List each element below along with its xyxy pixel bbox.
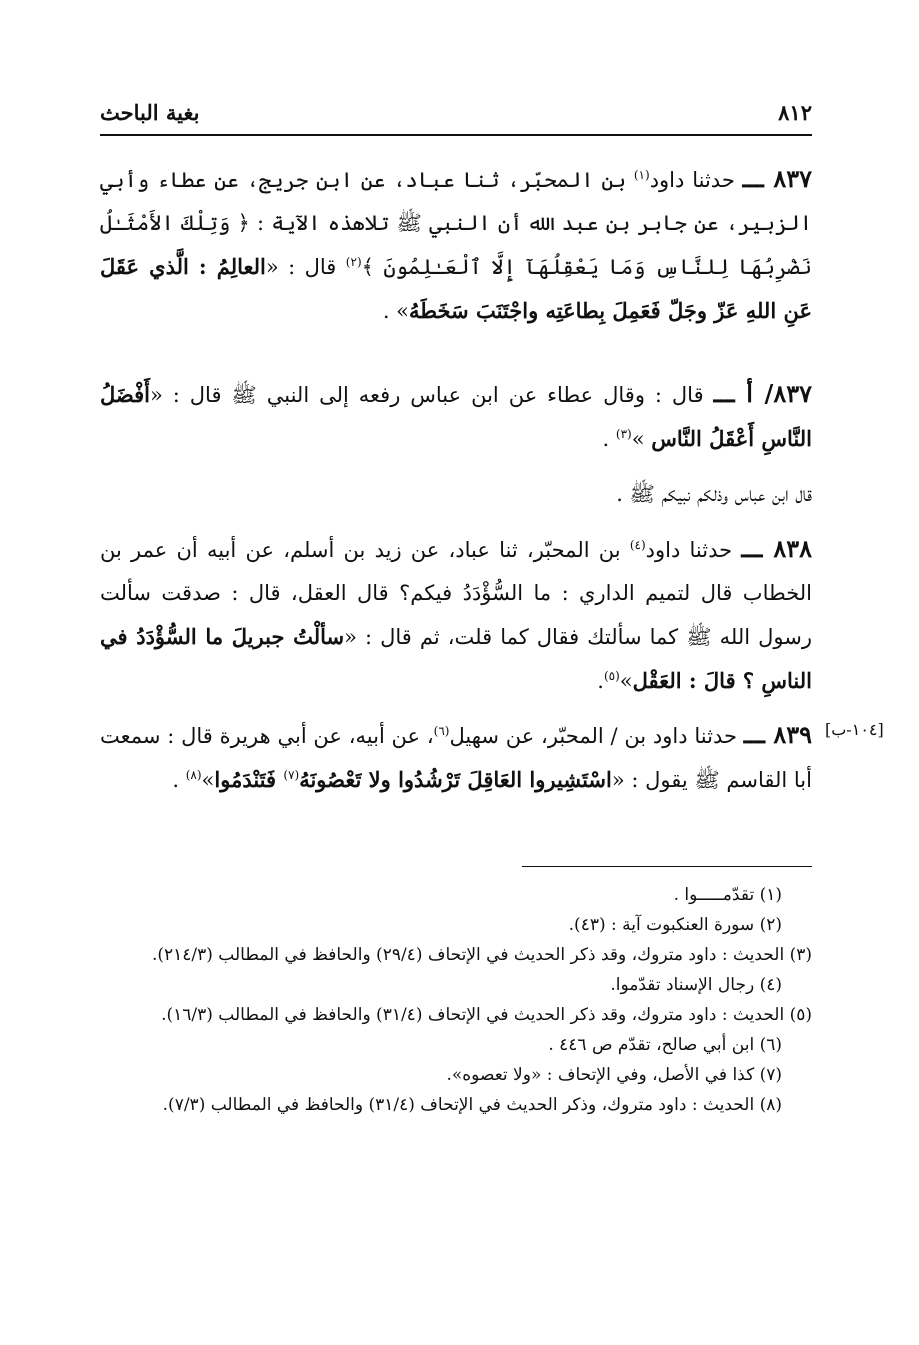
hadith-quote: أَفْضَلُ النَّاسِ أَعْقَلُ النَّاس — [100, 382, 812, 451]
hadith-text: » — [201, 768, 215, 792]
hadith-838 — [100, 527, 812, 703]
hadith-text: حدثنا داود — [649, 168, 735, 192]
hadith-text: بن المحبّر، ثنا عباد، عن زيد بن أسلم، عن أبيه أن عمر بن الخطاب قال لتميم الداري : ما السُّؤْدَدُ فيكم؟ قال العقل، قال : صدقت سألت رسول الله ﷺ كما سألتك فقال كما قلت، ثم قال : « — [100, 538, 812, 649]
footnote-divider — [522, 866, 812, 867]
hadith-number: ٨٣٩ ـــ — [743, 720, 812, 749]
page-header — [100, 95, 812, 129]
footnote-ref: (١) — [633, 168, 650, 182]
header-divider — [100, 134, 812, 136]
footnote-ref: (٦) — [433, 724, 450, 738]
hadith-quote: سألْتُ جبريلَ ما السُّؤْدَدُ في الناسِ ؟ قالَ : العَقْل — [100, 624, 812, 693]
book-title: بغية الباحث — [100, 99, 200, 125]
footnote-ref: (٥) — [603, 669, 620, 683]
footnote-ref: (٢) — [345, 255, 362, 269]
footnote-8: (٨) الحديث : داود متروك، وذكر الحديث في الإتحاف (٣١/٤) والحافظ في المطالب (٧/٣). — [162, 1095, 782, 1115]
footnote-ref: (٤) — [629, 538, 646, 552]
hadith-text: بن المحبّر، ثنا عباد، عن ابن جريج، عن عطاء وأبي الزبير، عن جابر بن عبد الله أن النبي ﷺ تلاهذه الآية : ﴿ وَتِلْكَ الأَمْثَـٰلُ نَضْرِبُهَا لِلنَّاسِ وَمَا يَعْقِلُهَآ إِلَّا ٱلْعَـٰلِمُونَ ﴾ — [100, 168, 812, 279]
hadith-text: » — [619, 669, 633, 693]
hadith-837 — [100, 157, 812, 333]
footnote-6: (٦) ابن أبي صالح، تقدّم ص ٤٤٦ . — [548, 1035, 782, 1055]
footnote-1: (١) تقدّمـــــوا . — [673, 885, 782, 905]
hadith-text: حدثنا داود — [645, 538, 733, 562]
hadith-839 — [100, 713, 812, 802]
footnotes — [100, 880, 812, 1120]
page-number: ٨١٢ — [778, 99, 812, 125]
hadith-text: » . — [382, 299, 410, 323]
manuscript-folio-marker: [١٠٤-ب] — [825, 720, 884, 739]
hadith-number: ٨٣٧/ أ ـــ — [713, 379, 812, 408]
footnote-7: (٧) كذا في الأصل، وفي الإتحاف : «ولا تعصوه». — [446, 1065, 782, 1085]
footnote-2: (٢) سورة العنكبوت آية : (٤٣). — [568, 915, 782, 935]
footnote-3: (٣) الحديث : داود متروك، وقد ذكر الحديث في الإتحاف (٢٩/٤) والحافظ في المطالب (٢١٤/٣). — [151, 945, 812, 965]
footnote-ref: (٨) — [185, 768, 202, 782]
hadith-text: . — [597, 669, 604, 693]
hadith-text: . — [602, 427, 616, 451]
hadith-text: » — [631, 427, 652, 451]
hadith-quote: اسْتَشِيروا العَاقِلَ تَرْشُدُوا ولا تَعْصُونَهُ — [299, 767, 612, 792]
hadith-quote: فَتَنْدَمُوا — [214, 767, 284, 792]
footnote-ref: (٧) — [283, 768, 300, 782]
footnote-ref: (٣) — [615, 427, 632, 441]
footnote-4: (٤) رجال الإسناد تقدّموا. — [610, 975, 782, 995]
hadith-number: ٨٣٨ ـــ — [741, 534, 812, 563]
hadith-number: ٨٣٧ ـــ — [742, 164, 812, 193]
hadith-text: ، عن أبيه، عن أبي هريرة قال : سمعت أبا القاسم ﷺ يقول : « — [100, 724, 812, 792]
hadith-837a — [100, 372, 812, 461]
hadith-text: قال : « — [265, 255, 346, 279]
hadith-quote: العالِمُ : الَّذي عَقَلَ عَنِ اللهِ عَزّ وجَلّ فَعَمِلَ بِطاعَتِه واجْتَنَبَ سَخَطَهُ — [100, 254, 812, 323]
hadith-text: . — [172, 768, 186, 792]
hadith-837a-comment: قال ابن عباس وذلكم نبيكم ﷺ . — [616, 482, 812, 506]
footnote-5: (٥) الحديث : داود متروك، وقد ذكر الحديث في الإتحاف (٣١/٤) والحافظ في المطالب (١٦/٣). — [161, 1005, 812, 1025]
hadith-text: قال : وقال عطاء عن ابن عباس رفعه إلى النبي ﷺ قال : « — [150, 383, 714, 407]
hadith-text: حدثنا داود بن / المحبّر، عن سهيل — [449, 724, 737, 748]
